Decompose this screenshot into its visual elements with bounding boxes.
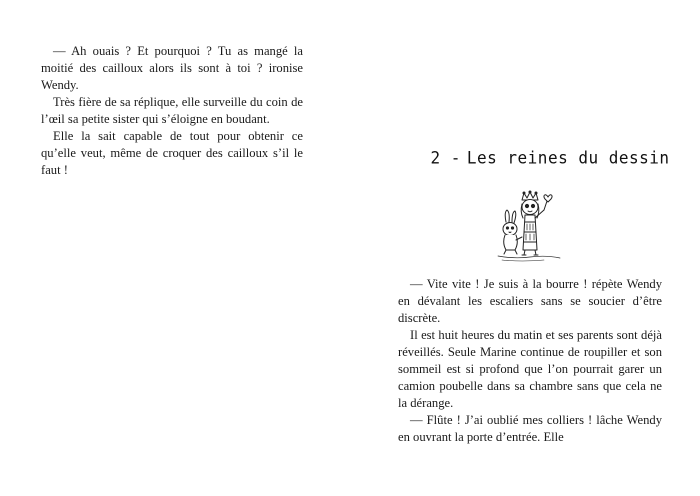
paragraph: — Flûte ! J’ai oublié mes colliers ! lâche Wendy en ouvrant la porte d’entrée. Elle [398,413,662,444]
paragraph: Il est huit heures du matin et ses parents sont déjà réveillés. Seule Marine continue de roupiller et son sommeil est si profond que l’on pourrait garer un camion poubelle dans sa chambre sans que cela ne la dérange. [398,328,662,410]
chapter-title: Les reines du dessin [466,147,670,168]
paragraph: Elle la sait capable de tout pour obtenir ce qu’elle veut, même de croquer des cailloux s’il le faut ! [41,129,303,177]
heart-icon [544,195,552,202]
right-page-text [398,276,662,446]
rabbit-icon [505,210,509,222]
chapter-number: 2 - [430,147,461,168]
princess-rabbit-illustration [494,188,568,264]
right-page [350,0,700,496]
paragraph: — Ah ouais ? Et pourquoi ? Tu as mangé la moitié des cailloux alors ils sont à toi ? ironise Wendy. [41,44,303,92]
paragraph: — Vite vite ! Je suis à la bourre ! répète Wendy en dévalant les escaliers sans se soucier d’être discrète. [398,277,662,325]
paragraph: Très fière de sa réplique, elle surveille du coin de l’œil sa petite sister qui s’éloigne en boudant. [41,95,303,126]
chapter-heading [330,147,700,168]
left-page-text [41,43,303,179]
